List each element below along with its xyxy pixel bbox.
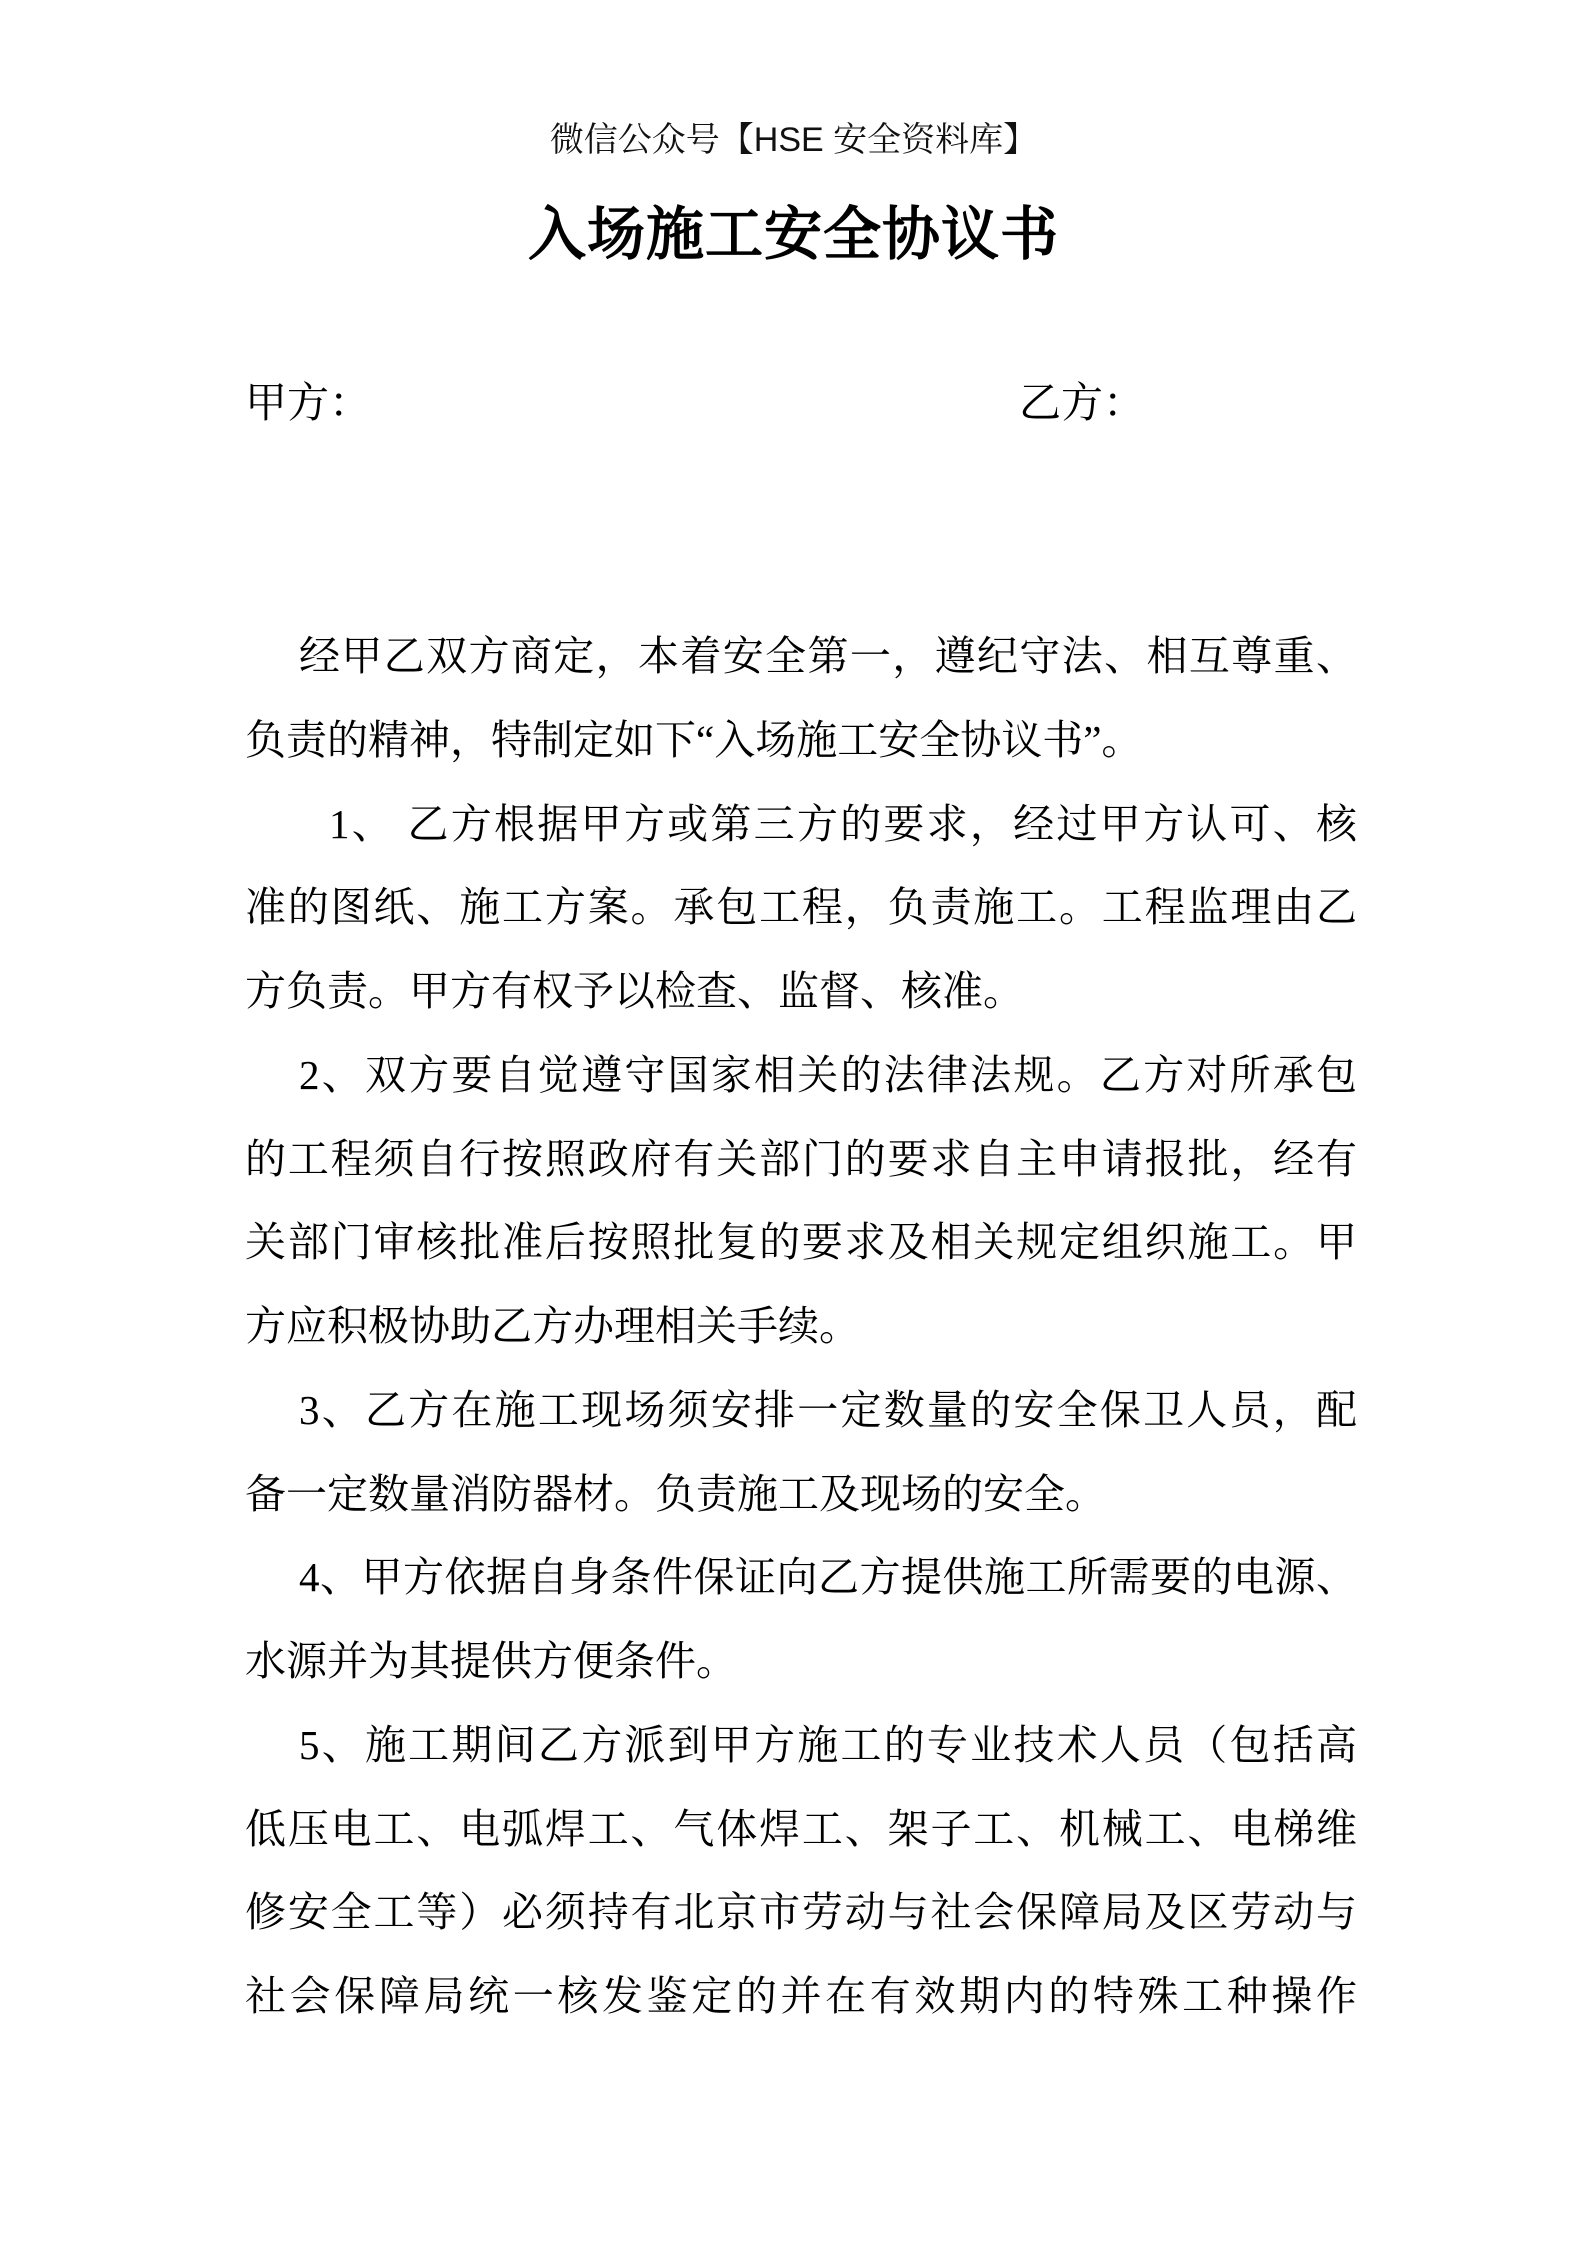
- paragraph-line: 方负责。甲方有权予以检查、监督、核准。: [245, 968, 1024, 1014]
- paragraph-line: 1、 乙方根据甲方或第三方的要求，经过甲方认可、核: [329, 800, 1357, 847]
- clause-2: [245, 1034, 1357, 1369]
- paragraph-line: 4、甲方依据自身条件保证向乙方提供施工所需要的电源、: [299, 1554, 1357, 1601]
- paragraph-line: 社会保障局统一核发鉴定的并在有效期内的特殊工种操作: [245, 1973, 1357, 2019]
- paragraph-line: 修安全工等）必须持有北京市劳动与社会保障局及区劳动与: [245, 1889, 1357, 1936]
- party-a-label: 甲方：: [245, 381, 372, 427]
- page-header-source-label: 微信公众号【HSE 安全资料库】: [549, 121, 1038, 159]
- paragraph-line: 方应积极协助乙方办理相关手续。: [245, 1303, 860, 1349]
- clause-4: [245, 1536, 1357, 1704]
- paragraph-line: 准的图纸、施工方案。承包工程，负责施工。工程监理由乙: [245, 884, 1357, 931]
- clause-5: [245, 1704, 1357, 2039]
- paragraph-line: 备一定数量消防器材。负责施工及现场的安全。: [245, 1470, 1106, 1517]
- document-body: [245, 615, 1357, 2039]
- document-title: 入场施工安全协议书: [527, 202, 1059, 267]
- paragraph-line: 低压电工、电弧焊工、气体焊工、架子工、机械工、电梯维: [245, 1805, 1357, 1852]
- paragraph-line: 水源并为其提供方便条件。: [245, 1638, 737, 1684]
- paragraph-line: 2、双方要自觉遵守国家相关的法律法规。乙方对所承包: [299, 1051, 1357, 1098]
- paragraph-line: 负责的精神，特制定如下“入场施工安全协议书”。: [245, 716, 1143, 763]
- clause-3: [245, 1369, 1357, 1537]
- intro-paragraph: [245, 615, 1357, 783]
- clause-1: [245, 783, 1357, 1034]
- paragraph-line: 5、施工期间乙方派到甲方施工的专业技术人员（包括高: [299, 1721, 1357, 1768]
- paragraph-line: 经甲乙双方商定，本着安全第一，遵纪守法、相互尊重、: [299, 633, 1357, 679]
- paragraph-line: 的工程须自行按照政府有关部门的要求自主申请报批，经有: [245, 1135, 1357, 1182]
- paragraph-line: 关部门审核批准后按照批复的要求及相关规定组织施工。甲: [245, 1219, 1357, 1266]
- paragraph-line: 3、乙方在施工现场须安排一定数量的安全保卫人员，配: [299, 1386, 1357, 1433]
- party-b-label: 乙方：: [1019, 381, 1146, 427]
